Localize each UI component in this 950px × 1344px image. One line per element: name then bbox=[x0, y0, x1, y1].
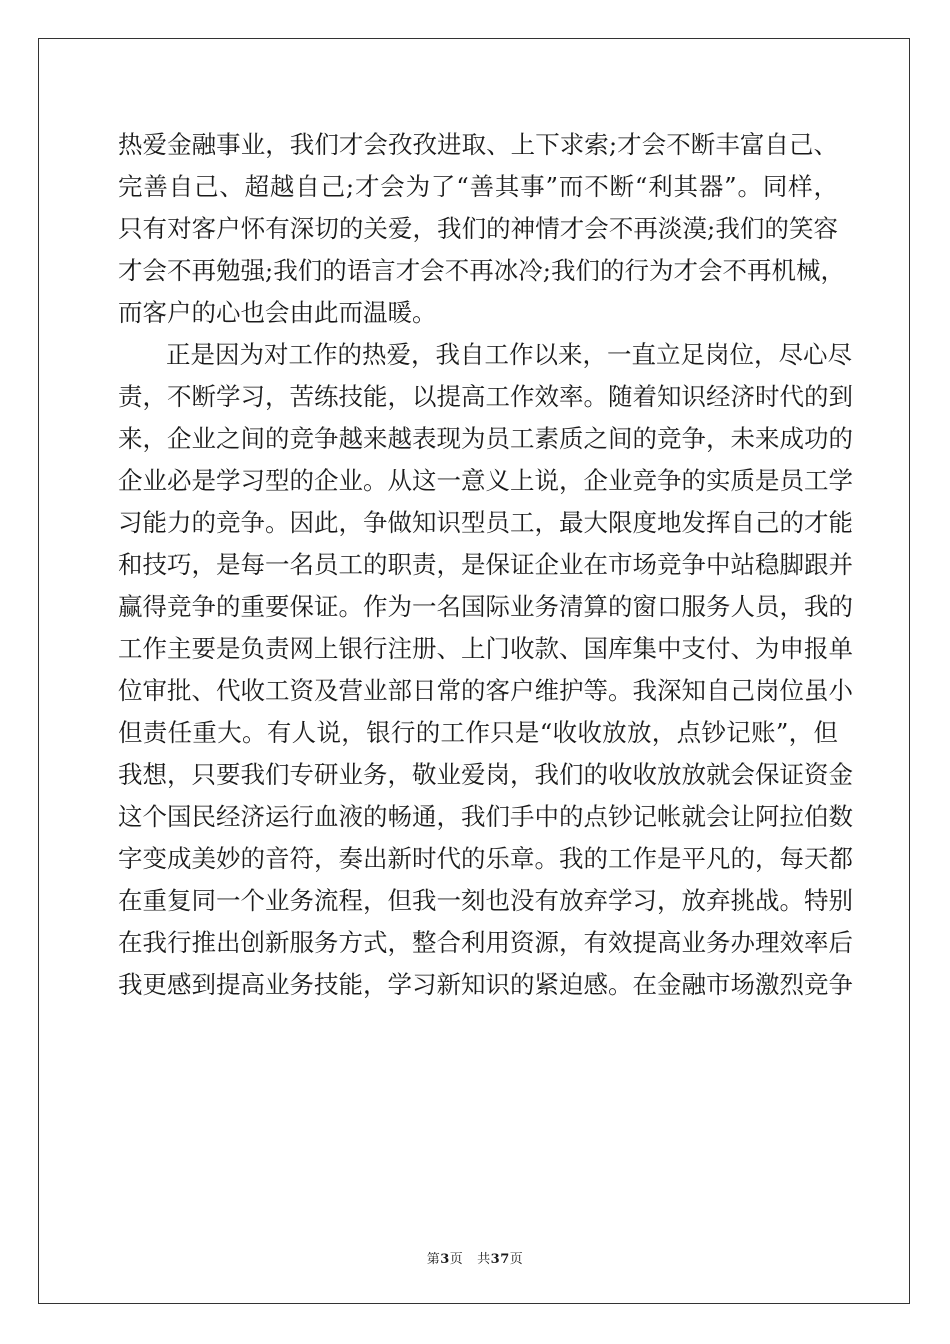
text-line: 在我行推出创新服务方式，整合利用资源，有效提高业务办理效率后 bbox=[118, 928, 853, 957]
text-line: 在重复同一个业务流程，但我一刻也没有放弃学习，放弃挑战。特别 bbox=[118, 886, 853, 915]
text-line: 企业必是学习型的企业。从这一意义上说，企业竞争的实质是员工学 bbox=[118, 466, 853, 495]
current-page-number: 3 bbox=[440, 1252, 450, 1267]
text-line: 和技巧，是每一名员工的职责，是保证企业在市场竞争中站稳脚跟并 bbox=[118, 550, 853, 579]
text-line: 工作主要是负责网上银行注册、上门收款、国库集中支付、为申报单 bbox=[118, 634, 853, 663]
footer-prefix: 第 bbox=[426, 1252, 441, 1267]
document-body bbox=[118, 124, 853, 1006]
footer-mid: 页 共 bbox=[449, 1252, 491, 1267]
text-line: 位审批、代收工资及营业部日常的客户维护等。我深知自己岗位虽小 bbox=[118, 676, 853, 705]
text-line: 我想，只要我们专研业务，敬业爱岗，我们的收收放放就会保证资金 bbox=[118, 760, 853, 789]
text-line: 热爱金融事业，我们才会孜孜进取、上下求索;才会不断丰富自己、 bbox=[118, 130, 838, 159]
text-line: 只有对客户怀有深切的关爱，我们的神情才会不再淡漠;我们的笑容 bbox=[118, 214, 838, 243]
text-line: 责，不断学习，苦练技能，以提高工作效率。随着知识经济时代的到 bbox=[118, 382, 853, 411]
text-line: 习能力的竞争。因此，争做知识型员工，最大限度地发挥自己的才能 bbox=[118, 508, 853, 537]
text-line: 来，企业之间的竞争越来越表现为员工素质之间的竞争，未来成功的 bbox=[118, 424, 853, 453]
text-line: 才会不再勉强;我们的语言才会不再冰冷;我们的行为才会不再机械， bbox=[118, 256, 846, 285]
text-line: 我更感到提高业务技能，学习新知识的紧迫感。在金融市场激烈竞争 bbox=[118, 970, 853, 999]
text-line: 这个国民经济运行血液的畅通，我们手中的点钞记帐就会让阿拉伯数 bbox=[118, 802, 853, 831]
text-line: 赢得竞争的重要保证。作为一名国际业务清算的窗口服务人员，我的 bbox=[118, 592, 853, 621]
text-line: 而客户的心也会由此而温暖。 bbox=[118, 298, 437, 327]
total-page-number: 37 bbox=[490, 1252, 510, 1267]
page-footer bbox=[0, 1248, 950, 1267]
text-line: 完善自己、超越自己;才会为了“善其事”而不断“利其器”。同样， bbox=[118, 172, 838, 201]
footer-suffix: 页 bbox=[509, 1252, 524, 1267]
text-line: 正是因为对工作的热爱，我自工作以来，一直立足岗位，尽心尽 bbox=[166, 340, 852, 369]
text-line: 字变成美妙的音符，奏出新时代的乐章。我的工作是平凡的，每天都 bbox=[118, 844, 853, 873]
text-line: 但责任重大。有人说，银行的工作只是“收收放放，点钞记账”，但 bbox=[118, 718, 838, 747]
